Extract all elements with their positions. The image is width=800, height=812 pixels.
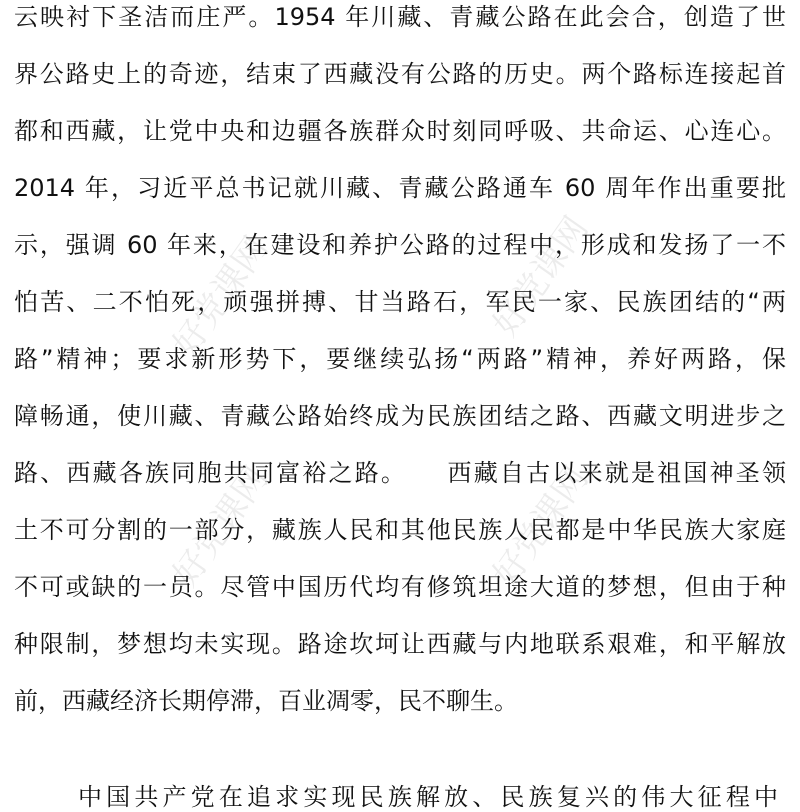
watermark: 好党课网	[165, 229, 277, 364]
text-line: 路、西藏各族同胞共同富裕之路。 西藏自古以来就是祖国神圣领	[14, 459, 786, 487]
text-line: 界公路史上的奇迹，结束了西藏没有公路的历史。两个路标连接起首	[14, 60, 786, 88]
text-line: 种限制，梦想均未实现。路途坎坷让西藏与内地联系艰难，和平解放	[14, 630, 786, 658]
next-paragraph-line: 中国共产党在追求实现民族解放、民族复兴的伟大征程中	[78, 783, 778, 811]
text-line: 前，西藏经济长期停滞，百业凋零，民不聊生。	[14, 687, 518, 715]
text-line: 怕苦、二不怕死，顽强拼搏、甘当路石，军民一家、民族团结的“两	[14, 288, 786, 316]
watermark: 好党课网	[485, 459, 597, 594]
text-line: 都和西藏，让党中央和边疆各族群众时刻同呼吸、共命运、心连心。	[14, 117, 786, 145]
text-line: 路”精神；要求新形势下，要继续弘扬“两路”精神，养好两路，保	[14, 345, 786, 373]
text-line: 土不可分割的一部分，藏族人民和其他民族人民都是中华民族大家庭	[14, 516, 786, 544]
text-line: 2014 年，习近平总书记就川藏、青藏公路通车 60 周年作出重要批	[14, 174, 786, 202]
text-line: 不可或缺的一员。尽管中国历代均有修筑坦途大道的梦想，但由于种	[14, 573, 786, 601]
text-line: 障畅通，使川藏、青藏公路始终成为民族团结之路、西藏文明进步之	[14, 402, 786, 430]
text-line: 云映衬下圣洁而庄严。1954 年川藏、青藏公路在此会合，创造了世	[14, 3, 786, 31]
watermark: 好党课网	[485, 209, 597, 344]
text-line: 示，强调 60 年来，在建设和养护公路的过程中，形成和发扬了一不	[14, 231, 786, 259]
watermark: 好党课网	[165, 459, 277, 594]
